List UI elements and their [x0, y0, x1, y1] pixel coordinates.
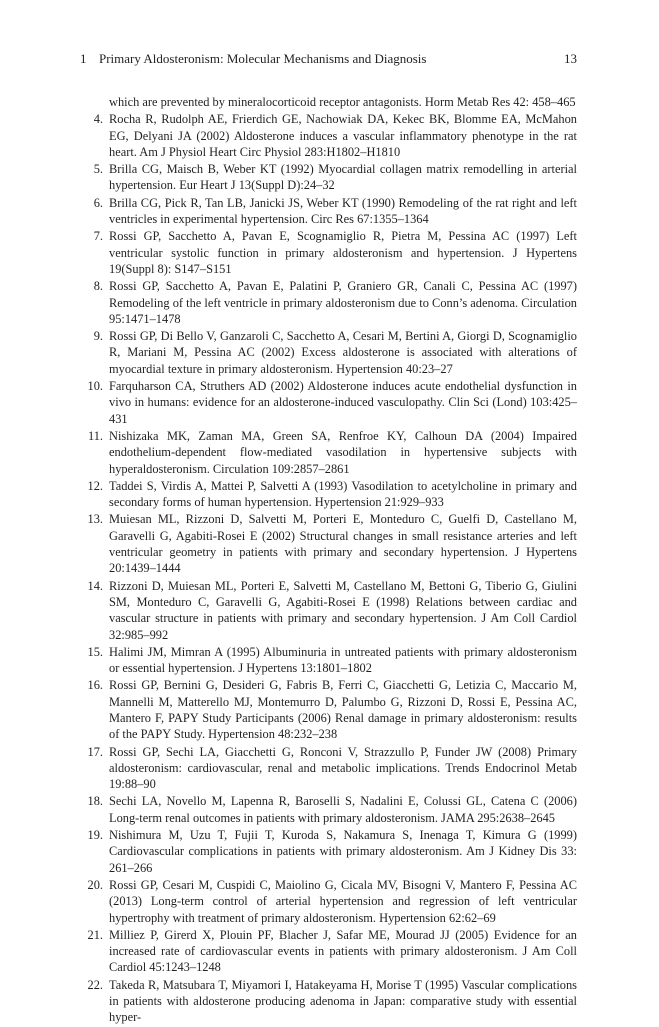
reference-number: 17. [87, 744, 103, 759]
reference-item [87, 644, 577, 677]
reference-number: 19. [87, 828, 103, 843]
reference-number: 7. [93, 229, 103, 244]
reference-text: Rossi GP, Bernini G, Desideri G, Fabris B, Ferri C, Giacchetti G, Letizia C, Maccario M, Mannelli M, Matterello MJ, Montemurro D, Palumbo G, Rizzoni D, Rossi E, Pessina AC, Mantero F, PAPY Study Participants (2006) Renal damage in primary aldosteronism: results of the PAPY Study. Hypertension 48:232–238 [109, 678, 577, 742]
reference-number: 20. [87, 877, 103, 892]
reference-item [93, 195, 577, 228]
reference-number: 11. [87, 428, 103, 443]
reference-text: Brilla CG, Pick R, Tan LB, Janicki JS, Weber KT (1990) Remodeling of the rat right and left ventricles in experimental hypertension. Circ Res 67:1355–1364 [109, 195, 577, 227]
reference-text: Farquharson CA, Struthers AD (2002) Aldosterone induces acute endothelial dysfunction in vivo in humans: evidence for an aldosterone-induced vasculopathy. Clin Sci (Lond) 103:425–431 [109, 379, 577, 426]
reference-number: 4. [93, 112, 103, 127]
reference-number: 15. [87, 644, 103, 659]
reference-text: Rizzoni D, Muiesan ML, Porteri E, Salvetti M, Castellano M, Bettoni G, Tiberio G, Giulini SM, Monteduro C, Garavelli G, Agabiti-Rosei E (1998) Relations between cardiac and vascular structure in patients with primary and secondary hypertension. J Am Coll Cardiol 32:985–992 [109, 578, 577, 642]
reference-number: 10. [87, 379, 103, 394]
reference-text: Muiesan ML, Rizzoni D, Salvetti M, Porteri E, Monteduro C, Guelfi D, Castellano M, Garavelli G, Agabiti-Rosei E (2002) Structural changes in small resistance arteries and left ventricular geometry in patients with primary and secondary hypertension. J Hypertens 20:1439–1444 [109, 512, 577, 576]
reference-item [87, 744, 577, 793]
reference-number: 5. [93, 162, 103, 177]
reference-number: 22. [87, 977, 103, 992]
reference-item [93, 111, 577, 160]
reference-item [87, 927, 577, 976]
reference-text: Rossi GP, Di Bello V, Ganzaroli C, Sacchetto A, Cesari M, Bertini A, Giorgi D, Scognamiglio R, Mariani M, Pessina AC (2002) Excess aldosterone is associated with alterations of myocardial texture in primary aldosteronism. Hypertension 40:23–27 [109, 329, 577, 376]
reference-number: 6. [93, 195, 103, 210]
reference-text: Takeda R, Matsubara T, Miyamori I, Hatakeyama H, Morise T (1995) Vascular complications in patients with aldosterone producing adenoma in Japan: comparative study with essential hyper- [109, 977, 577, 1025]
page-number: 13 [564, 51, 577, 66]
chapter-title: Primary Aldosteronism: Molecular Mechanisms and Diagnosis [99, 51, 427, 66]
reference-item [87, 511, 577, 576]
reference-number: 16. [87, 678, 103, 693]
reference-number: 9. [93, 329, 103, 344]
reference-text: Rossi GP, Sechi LA, Giacchetti G, Ronconi V, Strazzullo P, Funder JW (2008) Primary aldosteronism: cardiovascular, renal and metabolic implications. Trends Endocrinol Metab 19:88–90 [109, 744, 577, 792]
reference-text: Nishizaka MK, Zaman MA, Green SA, Renfroe KY, Calhoun DA (2004) Impaired endothelium-dependent flow-mediated vasodilation in hypertensive subjects with hyperaldosteronism. Circulation 109:2857–2861 [109, 428, 577, 476]
reference-item [93, 228, 577, 277]
reference-item [87, 677, 577, 742]
reference-text: Nishimura M, Uzu T, Fujii T, Kuroda S, Nakamura S, Inenaga T, Kimura G (1999) Cardiovascular complications in patients with primary aldosteronism. Am J Kidney Dis 33: 261–266 [109, 828, 577, 875]
reference-number: 8. [93, 279, 103, 294]
reference-text: Rocha R, Rudolph AE, Frierdich GE, Nachowiak DA, Kekec BK, Blomme EA, McMahon EG, Delyani JA (2002) Aldosterone induces a vascular inflammatory phenotype in the rat heart. Am J Physiol Heart Circ Physiol 283:H1802–H1810 [109, 112, 577, 159]
reference-items [87, 111, 577, 1025]
reference-item [87, 977, 577, 1026]
reference-number: 18. [87, 794, 103, 809]
reference-item [87, 793, 577, 826]
reference-list [87, 94, 577, 1027]
chapter-number: 1 [80, 51, 87, 66]
reference-text: Rossi GP, Cesari M, Cuspidi C, Maiolino G, Cicala MV, Bisogni V, Mantero F, Pessina AC (2013) Long-term control of arterial hypertension and regression of left ventricular hypertrophy with treatment of primary aldosteronism. Hypertension 62:62–69 [109, 877, 577, 925]
reference-item [87, 827, 577, 876]
reference-item [87, 428, 577, 477]
reference-item [93, 278, 577, 327]
reference-item [93, 161, 577, 194]
reference-text: Sechi LA, Novello M, Lapenna R, Baroselli S, Nadalini E, Colussi GL, Catena C (2006) Long-term renal outcomes in patients with primary aldosteronism. JAMA 295:2638–2645 [109, 794, 577, 825]
reference-text: Halimi JM, Mimran A (1995) Albuminuria in untreated patients with primary aldosteronism or essential hypertension. J Hypertens 13:1801–1802 [109, 644, 577, 676]
reference-text: Milliez P, Girerd X, Plouin PF, Blacher J, Safar ME, Mourad JJ (2005) Evidence for an increased rate of cardiovascular events in patients with primary aldosteronism. J Am Coll Cardiol 45:1243–1248 [109, 927, 577, 975]
reference-number: 13. [87, 512, 103, 527]
reference-text: Brilla CG, Maisch B, Weber KT (1992) Myocardial collagen matrix remodelling in arterial hypertension. Eur Heart J 13(Suppl D):24–32 [109, 162, 577, 193]
reference-item [93, 328, 577, 377]
reference-number: 12. [87, 478, 103, 493]
reference-item [87, 877, 577, 926]
reference-number: 14. [87, 578, 103, 593]
reference-item [87, 478, 577, 511]
reference-text: Rossi GP, Sacchetto A, Pavan E, Scognamiglio R, Pietra M, Pessina AC (1997) Left ventricular systolic function in primary aldosteronism and hypertension. J Hypertens 19(Suppl 8): S147–S151 [109, 229, 577, 276]
reference-continuation: which are prevented by mineralocorticoid receptor antagonists. Horm Metab Res 42: 458–465 [109, 95, 576, 109]
reference-number: 21. [87, 927, 103, 942]
reference-text: Taddei S, Virdis A, Mattei P, Salvetti A (1993) Vasodilation to acetylcholine in primary and secondary forms of human hypertension. Hypertension 21:929–933 [109, 478, 577, 510]
reference-item [87, 378, 577, 427]
reference-text: Rossi GP, Sacchetto A, Pavan E, Palatini P, Graniero GR, Canali C, Pessina AC (1997) Remodeling of the left ventricle in primary aldosteronism due to Conn’s adenoma. Circulation 95:1471–1478 [109, 279, 577, 326]
reference-item [87, 578, 577, 643]
